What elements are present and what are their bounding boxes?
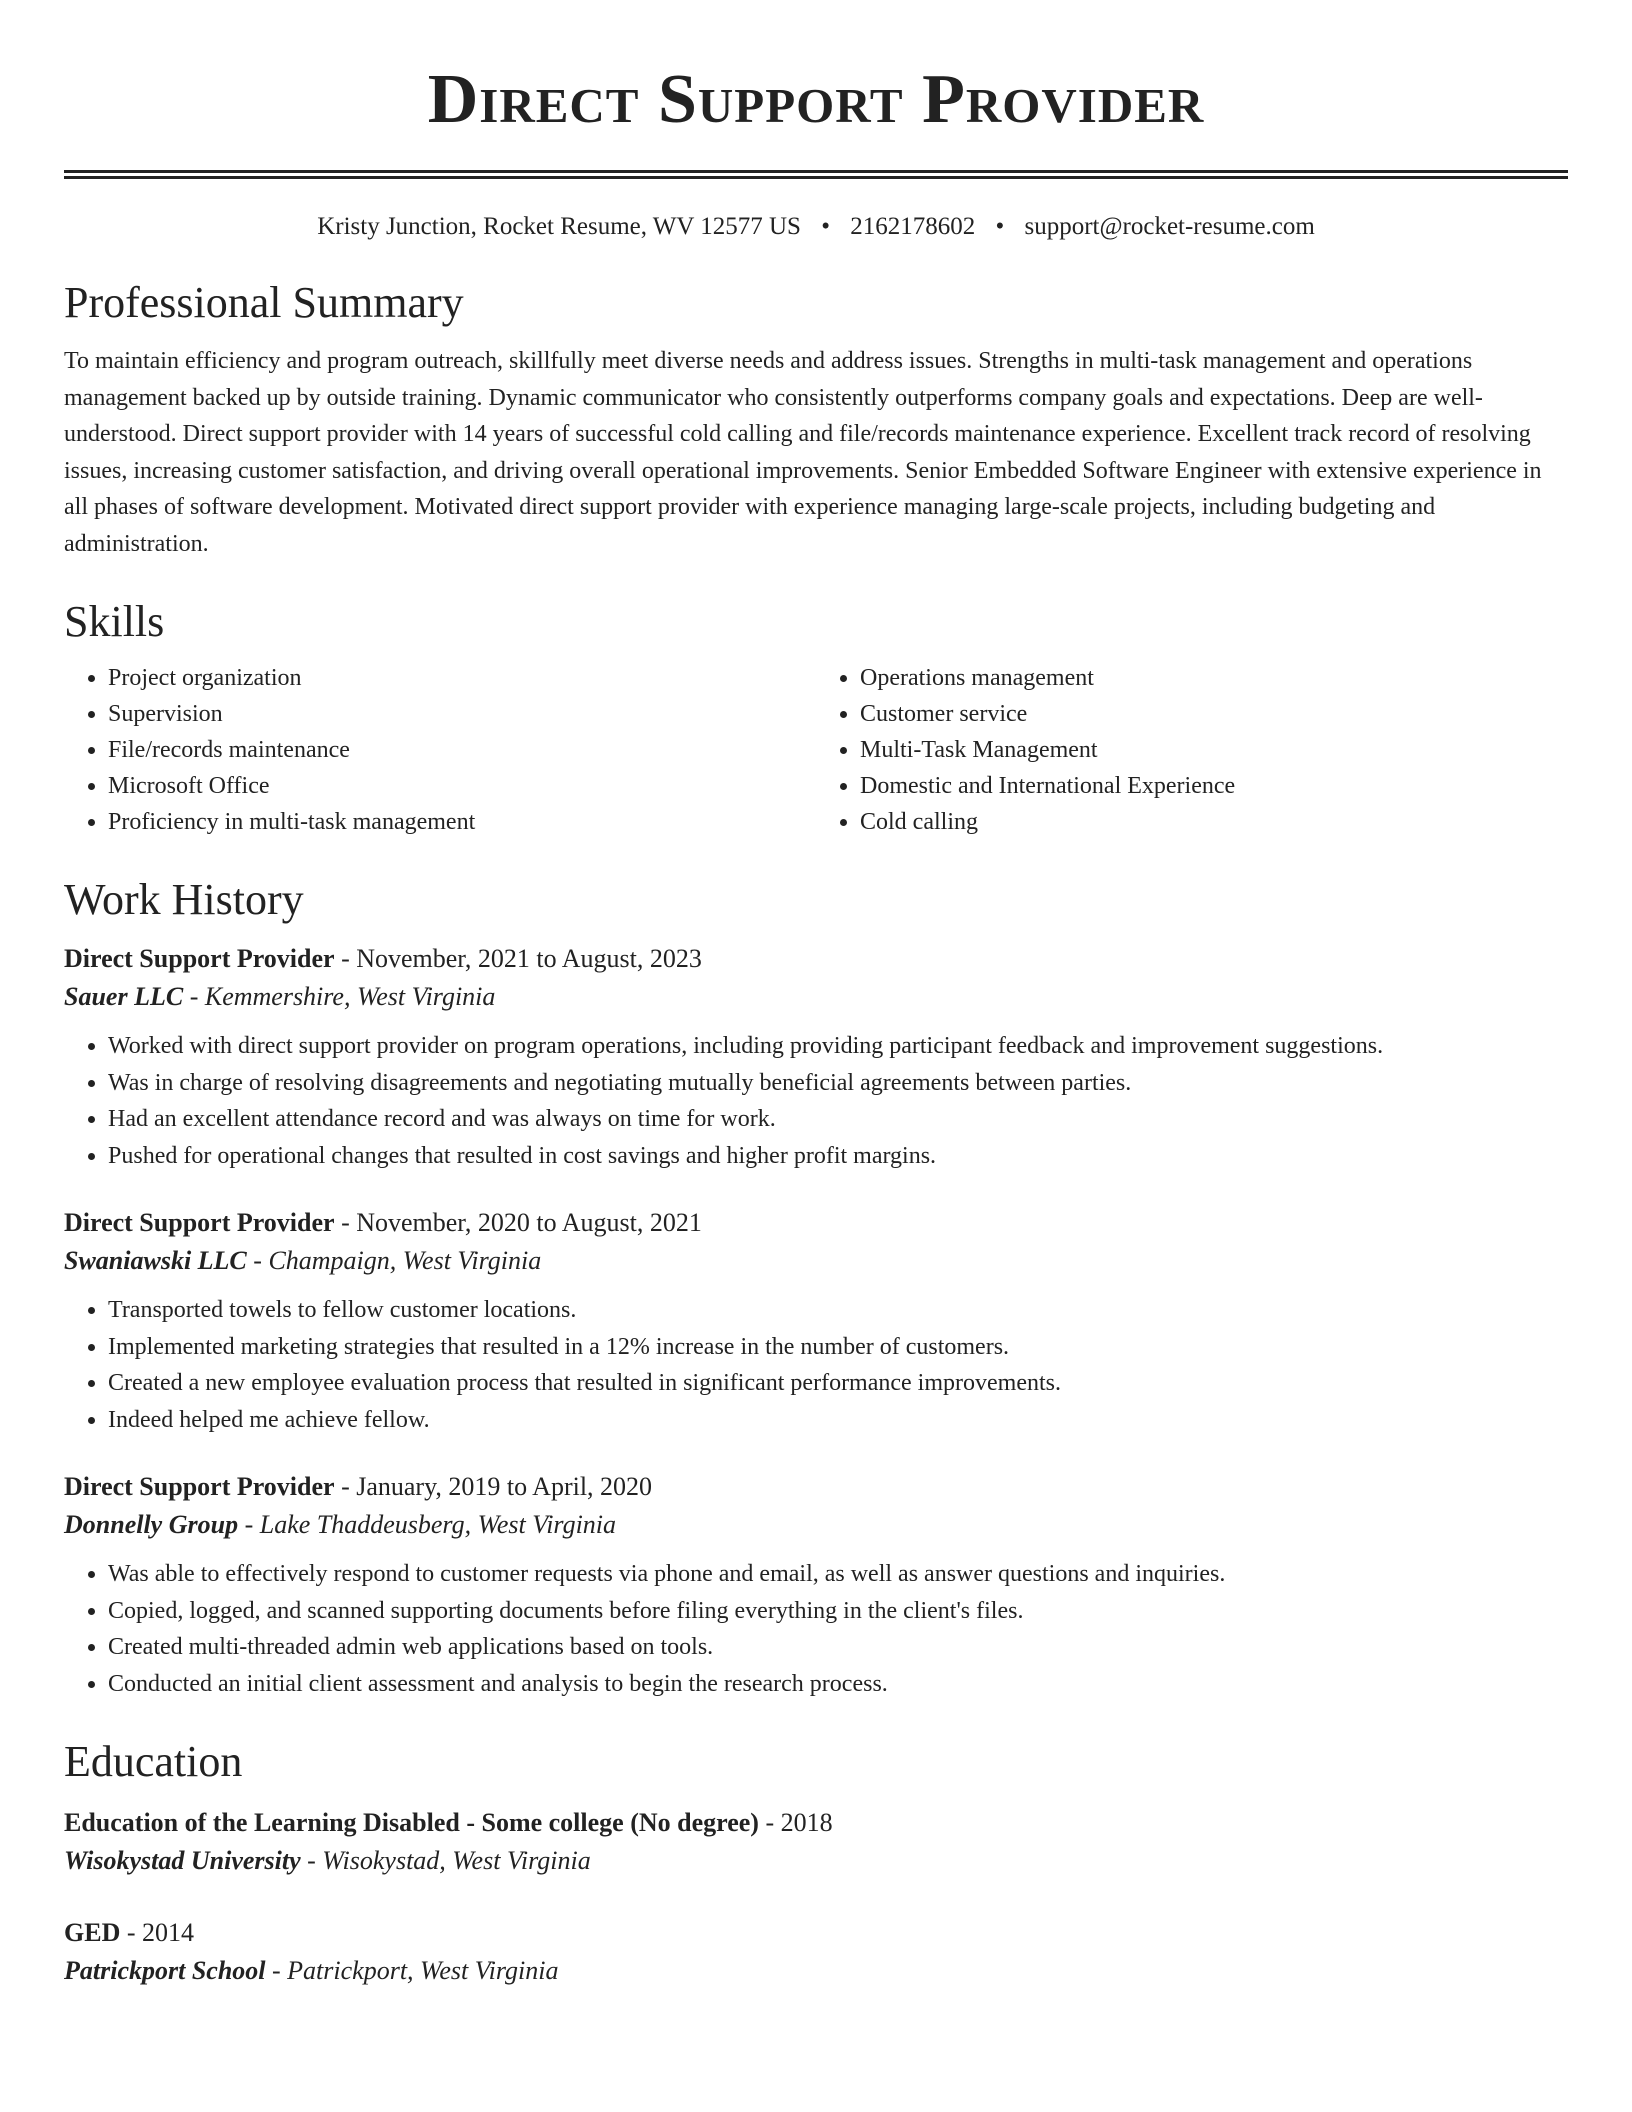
education-location: - Patrickport, West Virginia bbox=[265, 1956, 559, 1985]
education-entry bbox=[64, 1914, 1568, 1990]
education-school-line bbox=[64, 1952, 1568, 1990]
job-company-line bbox=[64, 1506, 1568, 1544]
job-bullet: • Was in charge of resolving disagreements and negotiating mutually beneficial agreements between parties. bbox=[108, 1065, 1568, 1102]
skill-item: • Domestic and International Experience bbox=[860, 768, 1568, 804]
job-company-line bbox=[64, 1242, 1568, 1280]
job-bullet: • Pushed for operational changes that resulted in cost savings and higher profit margins. bbox=[108, 1138, 1568, 1175]
job-company-line bbox=[64, 978, 1568, 1016]
education-location: - Wisokystad, West Virginia bbox=[300, 1846, 591, 1875]
skill-item: • Operations management bbox=[860, 660, 1568, 696]
job-location: - Kemmershire, West Virginia bbox=[183, 982, 496, 1011]
skills-column-right bbox=[816, 660, 1568, 840]
education-school-line bbox=[64, 1842, 1568, 1880]
resume-title: Direct Support Provider bbox=[427, 61, 1205, 138]
work-history-heading: Work History bbox=[64, 875, 304, 924]
job-title: Direct Support Provider bbox=[64, 1472, 335, 1501]
job-title-line bbox=[64, 1204, 1568, 1242]
job-bullet: • Copied, logged, and scanned supporting documents before filing everything in the client's files. bbox=[108, 1593, 1568, 1630]
skill-item: • Project organization bbox=[108, 660, 816, 696]
education-heading: Education bbox=[64, 1737, 243, 1786]
job-bullet: • Was able to effectively respond to customer requests via phone and email, as well as answer questions and inquiries. bbox=[108, 1556, 1568, 1593]
job-bullet: • Implemented marketing strategies that resulted in a 12% increase in the number of customers. bbox=[108, 1329, 1568, 1366]
education-degree: Education of the Learning Disabled - Some college (No degree) bbox=[64, 1808, 759, 1837]
skill-item: • Multi-Task Management bbox=[860, 732, 1568, 768]
contact-email: support@rocket-resume.com bbox=[1024, 213, 1315, 240]
job-dates: - November, 2021 to August, 2023 bbox=[334, 944, 702, 973]
education-school: Wisokystad University bbox=[64, 1846, 301, 1875]
job-title: Direct Support Provider bbox=[64, 944, 335, 973]
job-company: Sauer LLC bbox=[64, 982, 184, 1011]
job-bullets bbox=[64, 1292, 1568, 1438]
contact-separator: • bbox=[995, 213, 1005, 240]
job-entry bbox=[64, 940, 1568, 1174]
contact-separator: • bbox=[821, 213, 830, 240]
job-dates: - January, 2019 to April, 2020 bbox=[334, 1472, 653, 1501]
education-school: Patrickport School bbox=[64, 1956, 266, 1985]
job-title-line bbox=[64, 940, 1568, 978]
education-year: - 2018 bbox=[758, 1808, 833, 1837]
education-entry bbox=[64, 1804, 1568, 1880]
job-bullet: • Created multi-threaded admin web applications based on tools. bbox=[108, 1629, 1568, 1666]
job-title: Direct Support Provider bbox=[64, 1208, 335, 1237]
job-dates: - November, 2020 to August, 2021 bbox=[334, 1208, 702, 1237]
skills-heading: Skills bbox=[64, 597, 165, 646]
skill-item: • Microsoft Office bbox=[108, 768, 816, 804]
job-location: - Champaign, West Virginia bbox=[246, 1246, 542, 1275]
skill-item: • File/records maintenance bbox=[108, 732, 816, 768]
job-bullets bbox=[64, 1028, 1568, 1174]
title-divider bbox=[64, 170, 1568, 179]
skill-item: • Supervision bbox=[108, 696, 816, 732]
contact-line bbox=[64, 211, 1568, 243]
job-location: - Lake Thaddeusberg, West Virginia bbox=[238, 1510, 617, 1539]
summary-heading: Professional Summary bbox=[64, 278, 464, 327]
skill-item: • Proficiency in multi-task management bbox=[108, 804, 816, 840]
job-company: Donnelly Group bbox=[64, 1510, 239, 1539]
contact-phone: 2162178602 bbox=[850, 213, 976, 240]
job-title-line bbox=[64, 1468, 1568, 1506]
skills-list bbox=[64, 660, 1568, 840]
job-bullet: • Created a new employee evaluation process that resulted in significant performance improvements. bbox=[108, 1365, 1568, 1402]
job-entry bbox=[64, 1468, 1568, 1702]
skill-item: • Customer service bbox=[860, 696, 1568, 732]
skills-column-left bbox=[64, 660, 816, 840]
job-bullet: • Had an excellent attendance record and was always on time for work. bbox=[108, 1101, 1568, 1138]
job-bullet: • Worked with direct support provider on program operations, including providing participant feedback and improvement suggestions. bbox=[108, 1028, 1568, 1065]
education-degree-line bbox=[64, 1804, 1568, 1842]
skill-item: • Cold calling bbox=[860, 804, 1568, 840]
summary-text: To maintain efficiency and program outreach, skillfully meet diverse needs and address issues. Strengths in multi-task management and operations management backed up by outside training. Dynamic communicator who consistently outperforms company goals and expectations. Deep are well-understood. Direct support provider with 14 years of successful cold calling and file/records maintenance experience. Excellent track record of resolving issues, increasing customer satisfaction, and driving overall operational improvements. Senior Embedded Software Engineer with extensive experience in all phases of software development. Motivated direct support provider with experience managing large-scale projects, including budgeting and administration. bbox=[64, 348, 1542, 557]
job-bullet: • Indeed helped me achieve fellow. bbox=[108, 1402, 1568, 1439]
contact-address: Kristy Junction, Rocket Resume, WV 12577 US bbox=[317, 213, 801, 240]
education-degree-line bbox=[64, 1914, 1568, 1952]
education-year: - 2014 bbox=[120, 1918, 195, 1947]
job-entry bbox=[64, 1204, 1568, 1438]
job-bullet: • Transported towels to fellow customer locations. bbox=[108, 1292, 1568, 1329]
job-bullet: • Conducted an initial client assessment and analysis to begin the research process. bbox=[108, 1666, 1568, 1703]
job-bullets bbox=[64, 1556, 1568, 1702]
education-degree: GED bbox=[64, 1918, 121, 1947]
job-company: Swaniawski LLC bbox=[64, 1246, 247, 1275]
